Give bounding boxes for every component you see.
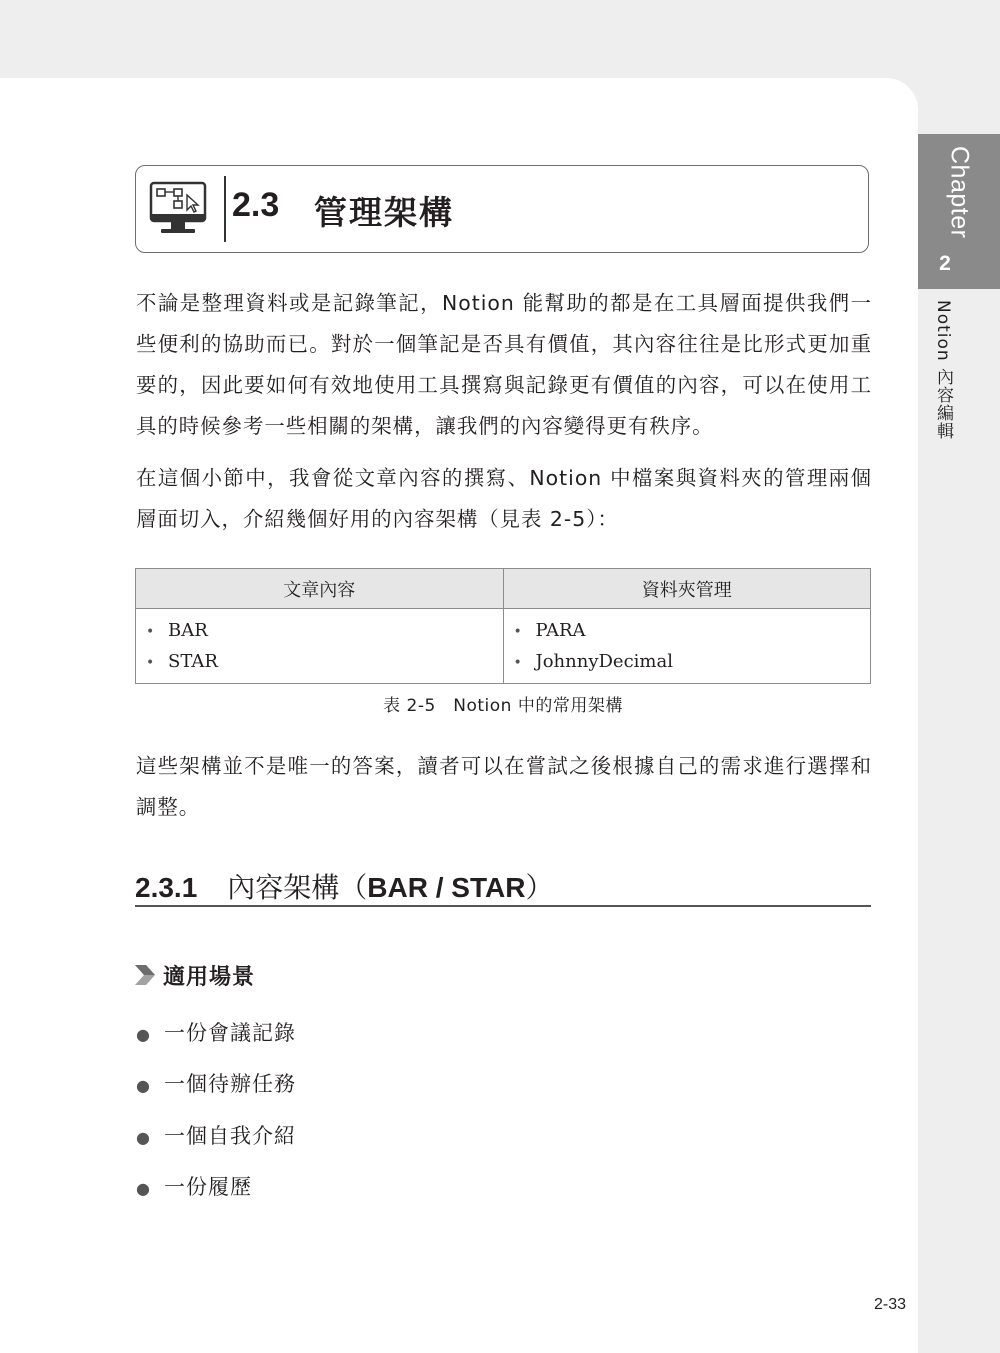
bullet-icon: ● xyxy=(136,1178,151,1198)
page-number: 2-33 xyxy=(874,1296,907,1313)
bullet-icon: ● xyxy=(136,1127,151,1147)
bullet-icon: • xyxy=(146,624,155,640)
scenario-item: 一份履歷 xyxy=(164,1174,252,1199)
table-cell-article xyxy=(136,609,504,684)
section-number: 2.3 xyxy=(232,186,280,224)
chapter-number: 2 xyxy=(939,252,951,275)
intro-paragraph: 不論是整理資料或是記錄筆記，Notion 能幫助的都是在工具層面提供我們一些便利的協助而已。對於一個筆記是否具有價值，其內容往往是比形式更加重要的，因此要如何有效地使用工具撰寫與記錄更有價值的內容，可以在使用工具的時候參考一些相關的架構，讓我們的內容變得更有秩序。 xyxy=(136,291,872,438)
list-item xyxy=(146,615,503,646)
subsection-title: 內容架構（ xyxy=(227,871,368,904)
scenario-item: 一個待辦任務 xyxy=(164,1072,296,1097)
bullet-icon: • xyxy=(513,655,522,671)
bullet-icon: • xyxy=(513,624,522,640)
list-item xyxy=(136,1066,296,1117)
subsection-number: 2.3.1 xyxy=(135,872,198,903)
list-item xyxy=(136,1015,296,1066)
subsection-heading xyxy=(135,866,553,906)
list-item xyxy=(146,646,503,677)
list-item xyxy=(514,646,871,677)
list-item xyxy=(514,615,871,646)
framework-johnnydecimal: JohnnyDecimal xyxy=(535,651,673,672)
framework-bar: BAR xyxy=(168,620,208,641)
note-paragraph: 這些架構並不是唯一的答案，讀者可以在嘗試之後根據自己的需求進行選擇和調整。 xyxy=(136,754,872,819)
bullet-icon: ● xyxy=(136,1025,151,1044)
subsection-title-end: ） xyxy=(525,871,554,904)
table-header-folder: 資料夾管理 xyxy=(503,569,871,609)
section-header xyxy=(135,165,869,253)
chapter-label: Chapter xyxy=(945,146,974,239)
overview-paragraph: 在這個小節中，我會從文章內容的撰寫、Notion 中檔案與資料夾的管理兩個層面切入，介紹幾個好用的內容架構（見表 2-5）： xyxy=(136,466,872,531)
subsection-rule xyxy=(135,905,871,907)
scenario-item: 一份會議記錄 xyxy=(164,1021,296,1045)
framework-para: PARA xyxy=(535,620,586,641)
list-item xyxy=(136,1118,296,1169)
scenario-item: 一個自我介紹 xyxy=(164,1123,296,1148)
table-caption: 表 2-5 Notion 中的常用架構 xyxy=(383,696,623,716)
scenario-list xyxy=(136,1015,296,1220)
bullet-icon: • xyxy=(146,655,155,671)
table-cell-folder xyxy=(503,609,871,684)
table-header-article: 文章內容 xyxy=(136,569,504,609)
bullet-icon: ● xyxy=(136,1076,151,1096)
monitor-diagram-icon xyxy=(149,181,207,237)
scenario-title: 適用場景 xyxy=(163,965,256,990)
section-title: 管理架構 xyxy=(314,193,454,232)
chevron-right-icon xyxy=(134,963,156,987)
chapter-title: Notion 內容編輯 xyxy=(933,300,953,441)
frameworks-table xyxy=(135,568,871,684)
subsection-title-en: BAR / STAR xyxy=(367,872,526,903)
list-item xyxy=(136,1169,296,1220)
section-divider xyxy=(224,176,226,242)
framework-star: STAR xyxy=(168,651,218,672)
